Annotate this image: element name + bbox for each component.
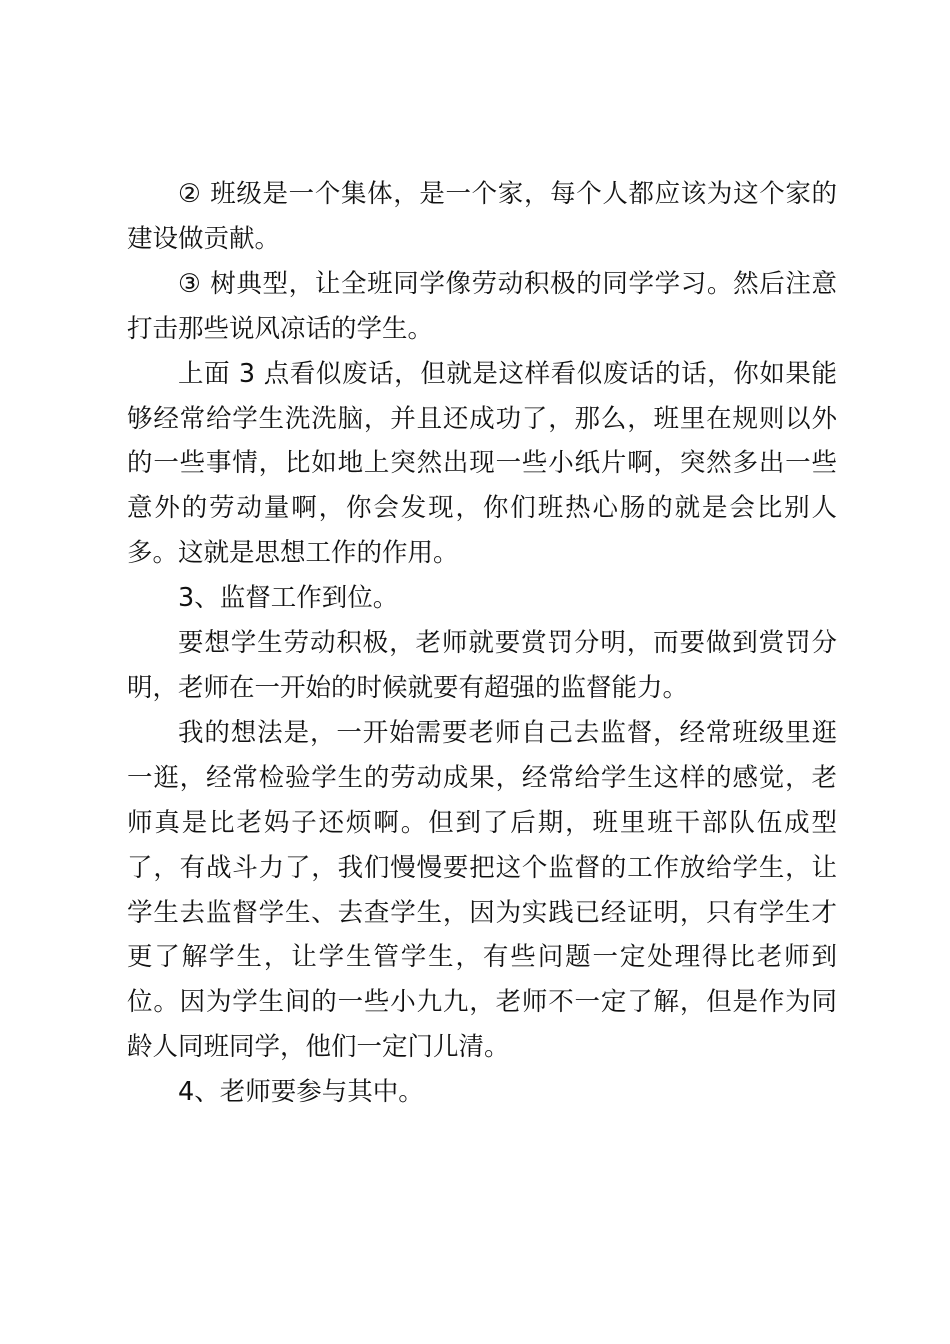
paragraph-summary: 上面 3 点看似废话，但就是这样看似废话的话，你如果能够经常给学生洗洗脑，并且还成功了，那么，班里在规则以外的一些事情，比如地上突然出现一些小纸片啊，突然多出一些意外的劳动量啊，你会发现，你们班热心肠的就是会比别人多。这就是思想工作的作用。 [127, 358, 837, 569]
paragraph-reward-punishment: 要想学生劳动积极，老师就要赏罚分明，而要做到赏罚分明，老师在一开始的时候就要有超强的监督能力。 [127, 628, 837, 703]
section-heading-3: 3、监督工作到位。 [178, 583, 399, 614]
paragraph-point-2: ② 班级是一个集体，是一个家，每个人都应该为这个家的建设做贡献。 [127, 179, 837, 254]
paragraph-point-3: ③ 树典型，让全班同学像劳动积极的同学学习。然后注意打击那些说风凉话的学生。 [127, 268, 837, 344]
paragraph-supervision: 我的想法是，一开始需要老师自己去监督，经常班级里逛一逛，经常检验学生的劳动成果，经常给学生这样的感觉，老师真是比老妈子还烦啊。但到了后期，班里班干部队伍成型了，有战斗力了，我们慢慢要把这个监督的工作放给学生，让学生去监督学生、去查学生，因为实践已经证明，只有学生才更了解学生，让学生管学生，有些问题一定处理得比老师到位。因为学生间的一些小九九，老师不一定了解，但是作为同龄人同班同学，他们一定门儿清。 [127, 717, 837, 1063]
document-body [127, 172, 837, 1115]
section-heading-4: 4、老师要参与其中。 [178, 1077, 424, 1108]
